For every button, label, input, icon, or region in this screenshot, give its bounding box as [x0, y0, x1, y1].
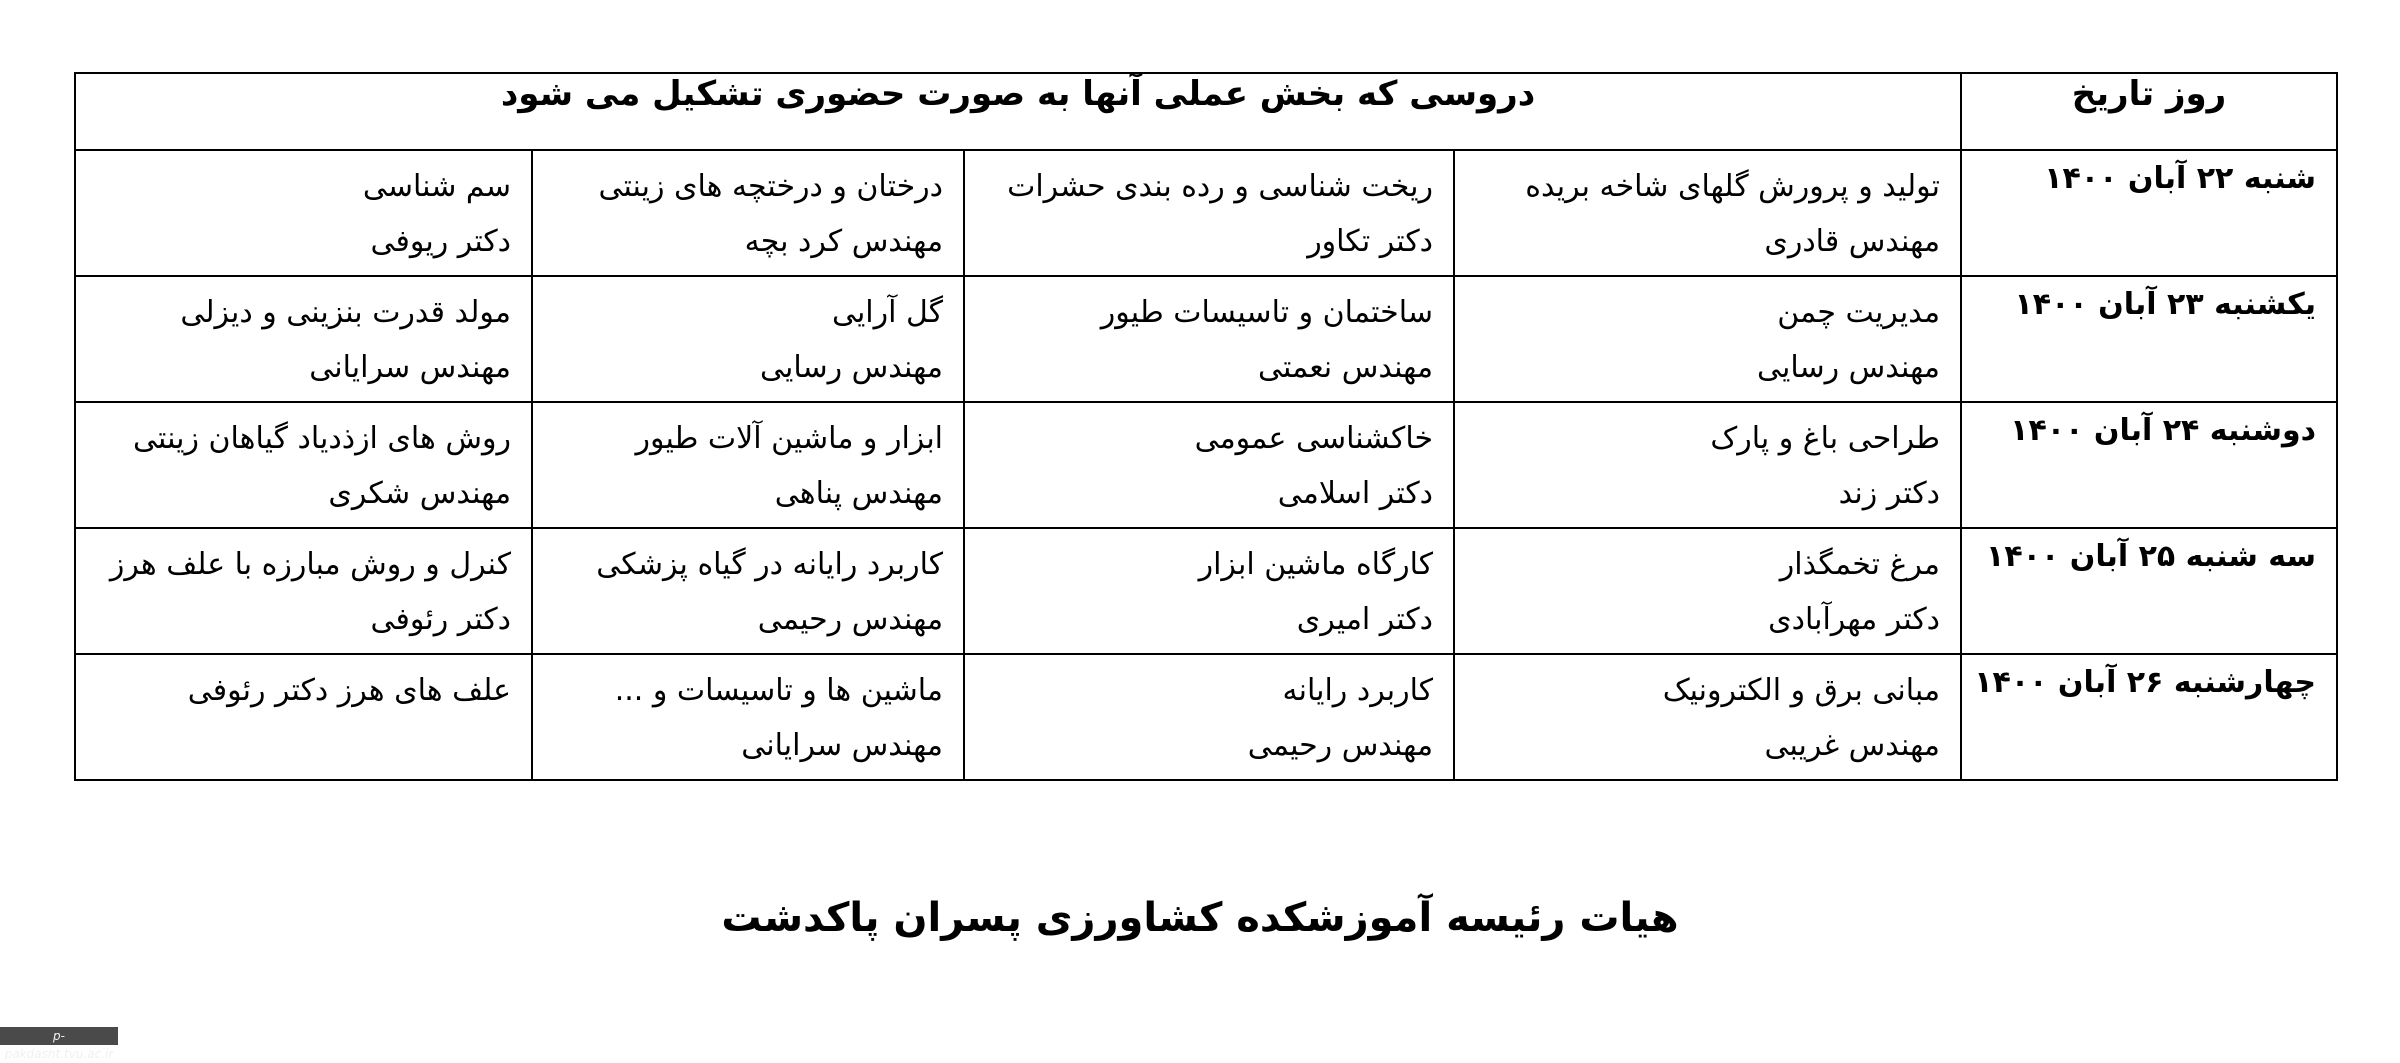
course-cell [75, 528, 532, 654]
schedule-table [74, 72, 2338, 781]
course-name: ریخت شناسی و رده بندی حشرات [1007, 169, 1434, 204]
course-teacher: مهندس رحیمی [1247, 728, 1434, 763]
table-row [75, 276, 2337, 402]
course-name: خاکشناسی عمومی [1194, 421, 1434, 456]
course-cell [1454, 402, 1961, 528]
course-cell [532, 402, 964, 528]
course-name: مدیریت چمن [1777, 295, 1941, 330]
course-cell [75, 150, 532, 276]
course-name: مولد قدرت بنزینی و دیزلی [180, 295, 512, 330]
course-name: علف های هرز دکتر رئوفی [187, 673, 512, 708]
site-watermark[interactable]: p-pakdasht.tvu.ac.ir [0, 1027, 118, 1045]
course-name: ساختمان و تاسیسات طیور [1100, 295, 1434, 330]
course-cell [1454, 150, 1961, 276]
table-header-row [75, 73, 2337, 150]
course-teacher: مهندس کرد بچه [744, 224, 944, 259]
course-teacher: دکتر تکاور [1307, 224, 1434, 259]
course-cell [1454, 654, 1961, 780]
day-cell: یکشنبه ۲۳ آبان ۱۴۰۰ [1961, 276, 2337, 402]
course-cell [964, 276, 1454, 402]
course-name: ماشین ها و تاسیسات و ... [614, 673, 944, 708]
course-cell [75, 654, 532, 780]
day-cell: دوشنبه ۲۴ آبان ۱۴۰۰ [1961, 402, 2337, 528]
course-name: گل آرایی [831, 295, 944, 330]
course-teacher: مهندس رسایی [1757, 350, 1941, 385]
course-cell [532, 528, 964, 654]
course-cell [532, 654, 964, 780]
course-teacher: مهندس غریبی [1764, 728, 1941, 763]
course-teacher: دکتر امیری [1296, 602, 1434, 637]
course-name: روش های ازذدیاد گیاهان زینتی [133, 421, 512, 456]
header-courses-title: دروسی که بخش عملی آنها به صورت حضوری تشکیل می شود [75, 73, 1961, 150]
course-teacher: دکتر رئوفی [370, 602, 512, 637]
course-cell [532, 276, 964, 402]
course-name: طراحی باغ و پارک [1710, 421, 1941, 456]
footer-title: هیات رئیسه آموزشکده کشاورزی پسران پاکدشت [721, 895, 1679, 941]
course-teacher: مهندس شکری [328, 476, 512, 511]
table-row [75, 402, 2337, 528]
course-cell [1454, 528, 1961, 654]
course-teacher: دکتر ریوفی [370, 224, 512, 259]
course-teacher: مهندس رحیمی [757, 602, 944, 637]
table-row [75, 528, 2337, 654]
course-name: ابزار و ماشین آلات طیور [635, 421, 944, 456]
course-name: کارگاه ماشین ابزار [1198, 547, 1434, 582]
day-cell: شنبه ۲۲ آبان ۱۴۰۰ [1961, 150, 2337, 276]
course-teacher: مهندس سرایانی [741, 728, 944, 763]
course-cell [964, 150, 1454, 276]
course-name: درختان و درختچه های زینتی [598, 169, 944, 204]
course-name: کاربرد رایانه در گیاه پزشکی [596, 547, 944, 582]
course-cell [964, 402, 1454, 528]
course-teacher: دکتر زند [1838, 476, 1941, 511]
course-cell [532, 150, 964, 276]
course-cell [75, 276, 532, 402]
course-cell [964, 654, 1454, 780]
course-teacher: دکتر مهرآبادی [1768, 602, 1941, 637]
header-day-date: روز تاریخ [1961, 73, 2337, 150]
course-teacher: مهندس پناهی [774, 476, 944, 511]
course-teacher: مهندس سرایانی [309, 350, 512, 385]
day-cell: سه شنبه ۲۵ آبان ۱۴۰۰ [1961, 528, 2337, 654]
course-teacher: مهندس قادری [1764, 224, 1941, 259]
course-name: مبانی برق و الکترونیک [1662, 673, 1941, 708]
day-cell: چهارشنبه ۲۶ آبان ۱۴۰۰ [1961, 654, 2337, 780]
course-cell [75, 402, 532, 528]
course-name: سم شناسی [362, 169, 512, 204]
course-name: مرغ تخمگذار [1779, 547, 1941, 582]
course-cell [964, 528, 1454, 654]
table-row [75, 654, 2337, 780]
course-teacher: دکتر اسلامی [1277, 476, 1434, 511]
course-cell [1454, 276, 1961, 402]
course-teacher: مهندس رسایی [760, 350, 944, 385]
course-name: کنرل و روش مبارزه با علف هرز [109, 547, 512, 582]
course-name: کاربرد رایانه [1282, 673, 1434, 708]
course-teacher: مهندس نعمتی [1257, 350, 1434, 385]
course-name: تولید و پرورش گلهای شاخه بریده [1525, 169, 1941, 204]
table-row [75, 150, 2337, 276]
